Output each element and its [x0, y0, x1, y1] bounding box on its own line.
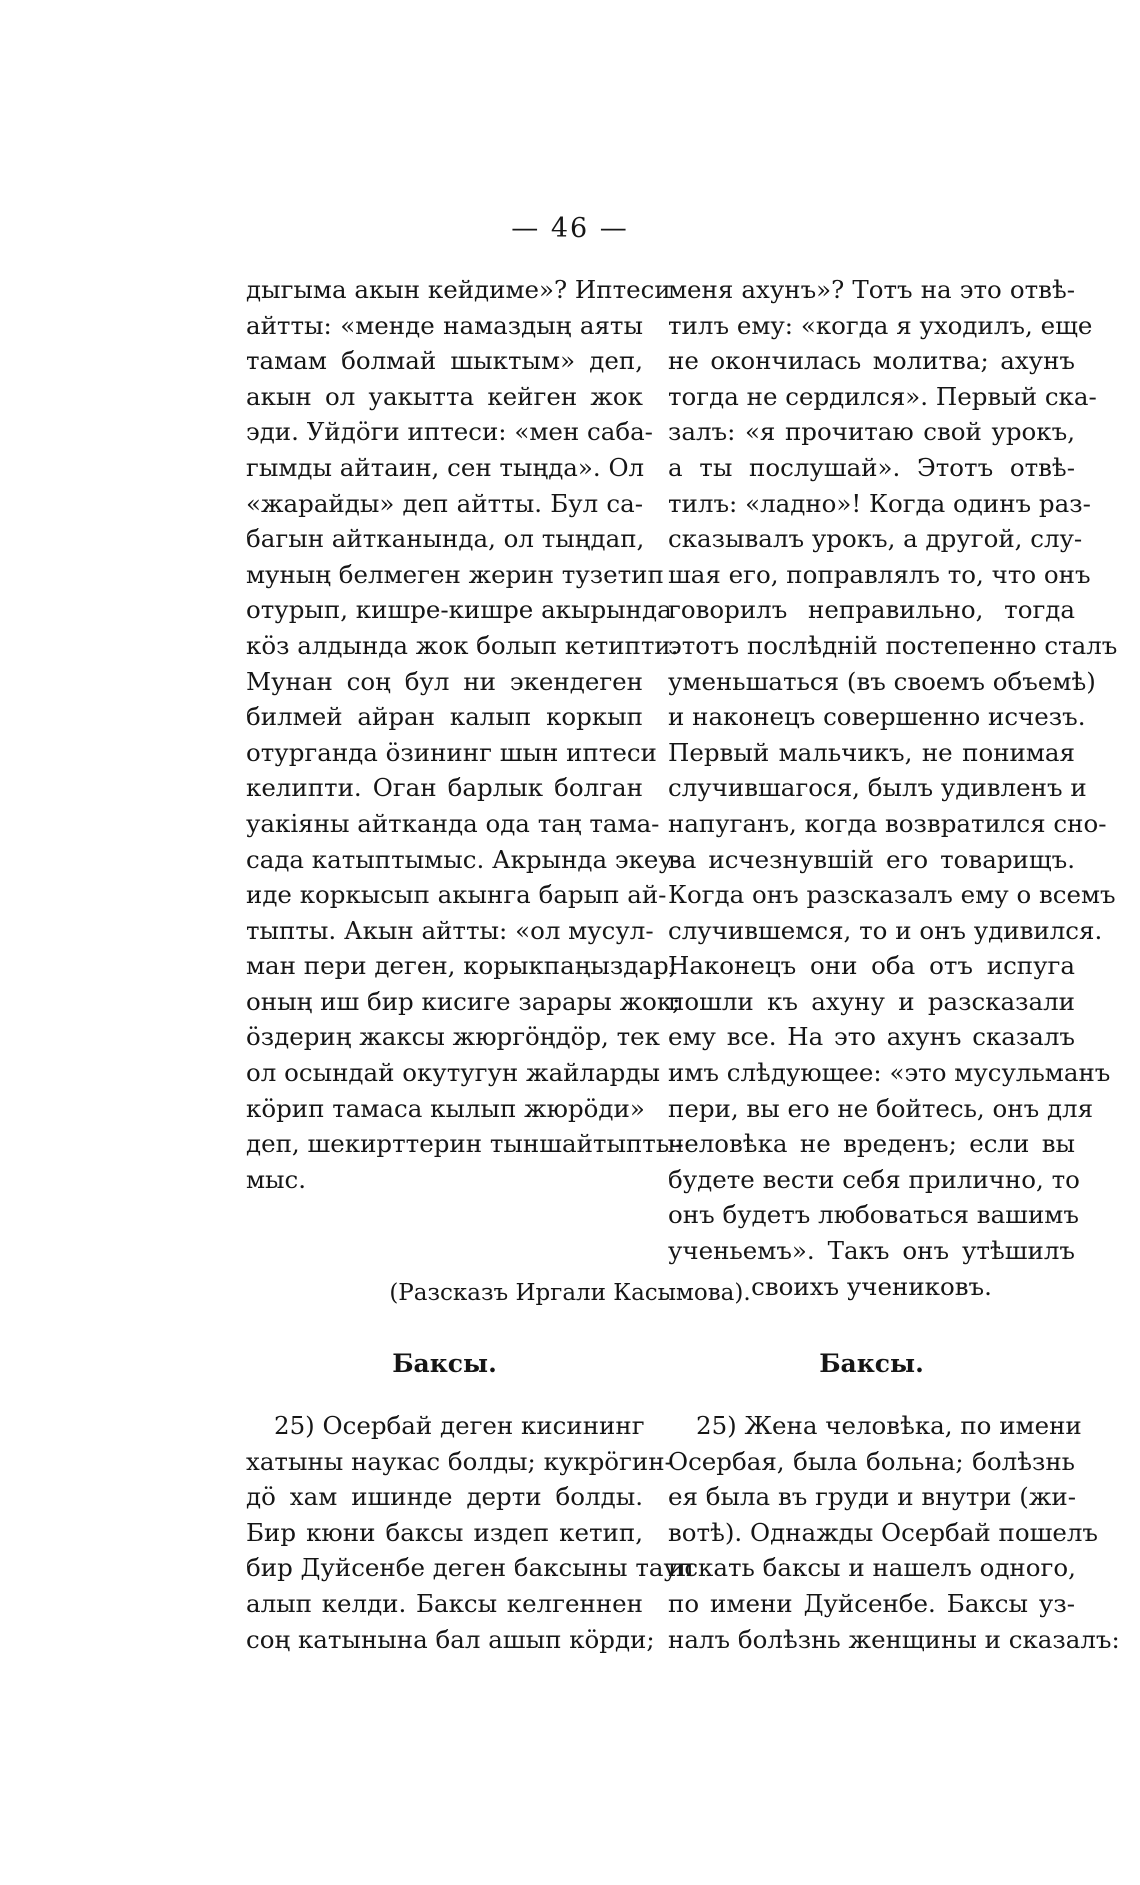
text-line: пошли къ ахуну и разсказали — [668, 986, 1075, 1016]
text-line: кöз алдында жок болып кетипти. — [246, 630, 679, 660]
text-line: налъ болѣзнь женщины и сказалъ: — [668, 1624, 1120, 1654]
text-line: сада катыптымыс. Акрында экеу- — [246, 844, 682, 874]
text-line: шая его, поправлялъ то, что онъ — [668, 559, 1091, 589]
text-line: своихъ учениковъ. — [751, 1271, 992, 1301]
text-line: тыпты. Акын айтты: «ол мусул- — [246, 915, 654, 945]
text-line: Бир кюни баксы издеп кетип, — [246, 1517, 643, 1547]
text-line: ва исчезнувшiй его товарищъ. — [668, 844, 1075, 874]
kazakh-section-text — [246, 1408, 695, 1657]
text-line: тамам болмай шыктым» деп, — [246, 346, 643, 376]
text-line: уакіяны айтканда ода таң тама- — [246, 808, 660, 838]
text-line: будете вести себя прилично, то — [668, 1164, 1080, 1194]
text-line: ему все. На это ахунъ сказалъ — [668, 1022, 1075, 1052]
text-line: онъ будетъ любоваться вашимъ — [668, 1200, 1079, 1230]
kazakh-text-column — [246, 272, 684, 1197]
text-line: айтты: «менде намаздың аяты — [246, 310, 643, 340]
text-line: багын айтканында, ол тыңдап, — [246, 524, 645, 554]
text-line: и наконецъ совершенно исчезъ. — [668, 702, 1086, 732]
text-line: алып келди. Баксы келгеннен — [246, 1588, 643, 1618]
text-line: вотѣ). Однажды Осербай пошелъ — [668, 1517, 1098, 1547]
text-line: дыгыма акын кейдиме»? Иптеси — [246, 275, 671, 304]
text-line: ман пери деген, корыкпаңыздар; — [246, 951, 677, 981]
text-line: ол осындай окутугун жайларды — [246, 1058, 660, 1088]
text-line: тилъ: «ладно»! Когда одинъ раз- — [668, 488, 1091, 518]
text-line: дö хам ишинде дерти болды. — [246, 1482, 643, 1512]
text-line: случившемся, то и онъ удивился. — [668, 915, 1103, 945]
text-line: имъ слѣдующее: «это мусульманъ — [668, 1058, 1111, 1088]
text-line: отурып, кишре-кишре акырында — [246, 595, 672, 625]
text-line: öздериң жаксы жюргöңдöр, тек — [246, 1022, 660, 1052]
text-line: Мунан соң бул ни экендеген — [246, 666, 643, 696]
text-line: сказывалъ урокъ, а другой, слу- — [668, 524, 1083, 554]
text-line: иде коркысып акынга барып ай- — [246, 880, 667, 910]
text-line: этотъ послѣднiй постепенно сталъ — [668, 630, 1118, 660]
text-line: гымды айтаин, сен тыңда». Ол — [246, 452, 645, 482]
text-line: 25) Осербай деген кисининг — [274, 1411, 645, 1440]
text-line: оның иш бир кисиге зарары жок; — [246, 986, 681, 1016]
text-line: 25) Жена человѣка, по имени — [696, 1411, 1082, 1440]
text-line: не окончилась молитва; ахунъ — [668, 346, 1075, 376]
text-line: тилъ ему: «когда я уходилъ, еще — [668, 310, 1093, 340]
text-line: искать баксы и нашелъ одного, — [668, 1553, 1076, 1583]
text-line: пери, вы его не бойтесь, онъ для — [668, 1093, 1094, 1123]
text-line: отурганда öзининг шын иптеси — [246, 737, 657, 767]
text-line: кöрип тамаса кылып жюрöди» — [246, 1093, 645, 1123]
text-line: акын ол уакытта кейген жок — [246, 381, 643, 411]
text-line: человѣка не вреденъ; если вы — [668, 1129, 1075, 1159]
text-line: ученьемъ». Такъ онъ утѣшилъ — [668, 1236, 1075, 1266]
text-line: муның белмеген жерин тузетип — [246, 559, 664, 589]
text-line: говорилъ неправильно, тогда — [668, 595, 1075, 625]
text-line: а ты послушай». Этотъ отвѣ- — [668, 452, 1075, 482]
text-line: бир Дуйсенбе деген баксыны тауп — [246, 1553, 695, 1583]
text-line: деп, шекирттерин тыншайтыпты- — [246, 1129, 684, 1159]
text-line: Наконецъ они оба отъ испуга — [668, 951, 1075, 981]
text-line: ея была въ груди и внутри (жи- — [668, 1482, 1076, 1512]
russian-section-text — [668, 1408, 1120, 1657]
page-number: — 46 — — [511, 213, 629, 244]
text-line: случившагося, былъ удивленъ и — [668, 773, 1087, 803]
text-line: напуганъ, когда возвратился сно- — [668, 808, 1107, 838]
text-line: эди. Уйдöги иптеси: «мен саба- — [246, 417, 653, 447]
section-heading-russian: Баксы. — [819, 1349, 924, 1378]
story-attribution: (Разсказъ Иргали Касымова). — [389, 1280, 751, 1306]
text-line: по имени Дуйсенбе. Баксы уз- — [668, 1588, 1075, 1618]
text-line: тогда не сердился». Первый ска- — [668, 381, 1097, 411]
text-line: Первый мальчикъ, не понимая — [668, 737, 1075, 767]
text-line: уменьшаться (въ своемъ объемѣ) — [668, 666, 1096, 696]
section-heading-kazakh: Баксы. — [392, 1349, 497, 1378]
text-line: меня ахунъ»? Тотъ на это отвѣ- — [668, 275, 1075, 304]
text-line: келипти. Оган барлык болган — [246, 773, 643, 803]
text-line: хатыны наукас болды; кукрöгин- — [246, 1446, 673, 1476]
text-line: соң катынына бал ашып кöрди; — [246, 1624, 655, 1654]
text-line: залъ: «я прочитаю свой урокъ, — [668, 417, 1075, 447]
text-line: Осербая, была больна; болѣзнь — [668, 1446, 1075, 1476]
text-line: Когда онъ разсказалъ ему о всемъ — [668, 880, 1116, 910]
text-line: «жарайды» деп айтты. Бул са- — [246, 488, 643, 518]
russian-text-column — [668, 272, 1118, 1304]
text-line: билмей айран калып коркып — [246, 702, 643, 732]
text-line: мыс. — [246, 1164, 307, 1194]
